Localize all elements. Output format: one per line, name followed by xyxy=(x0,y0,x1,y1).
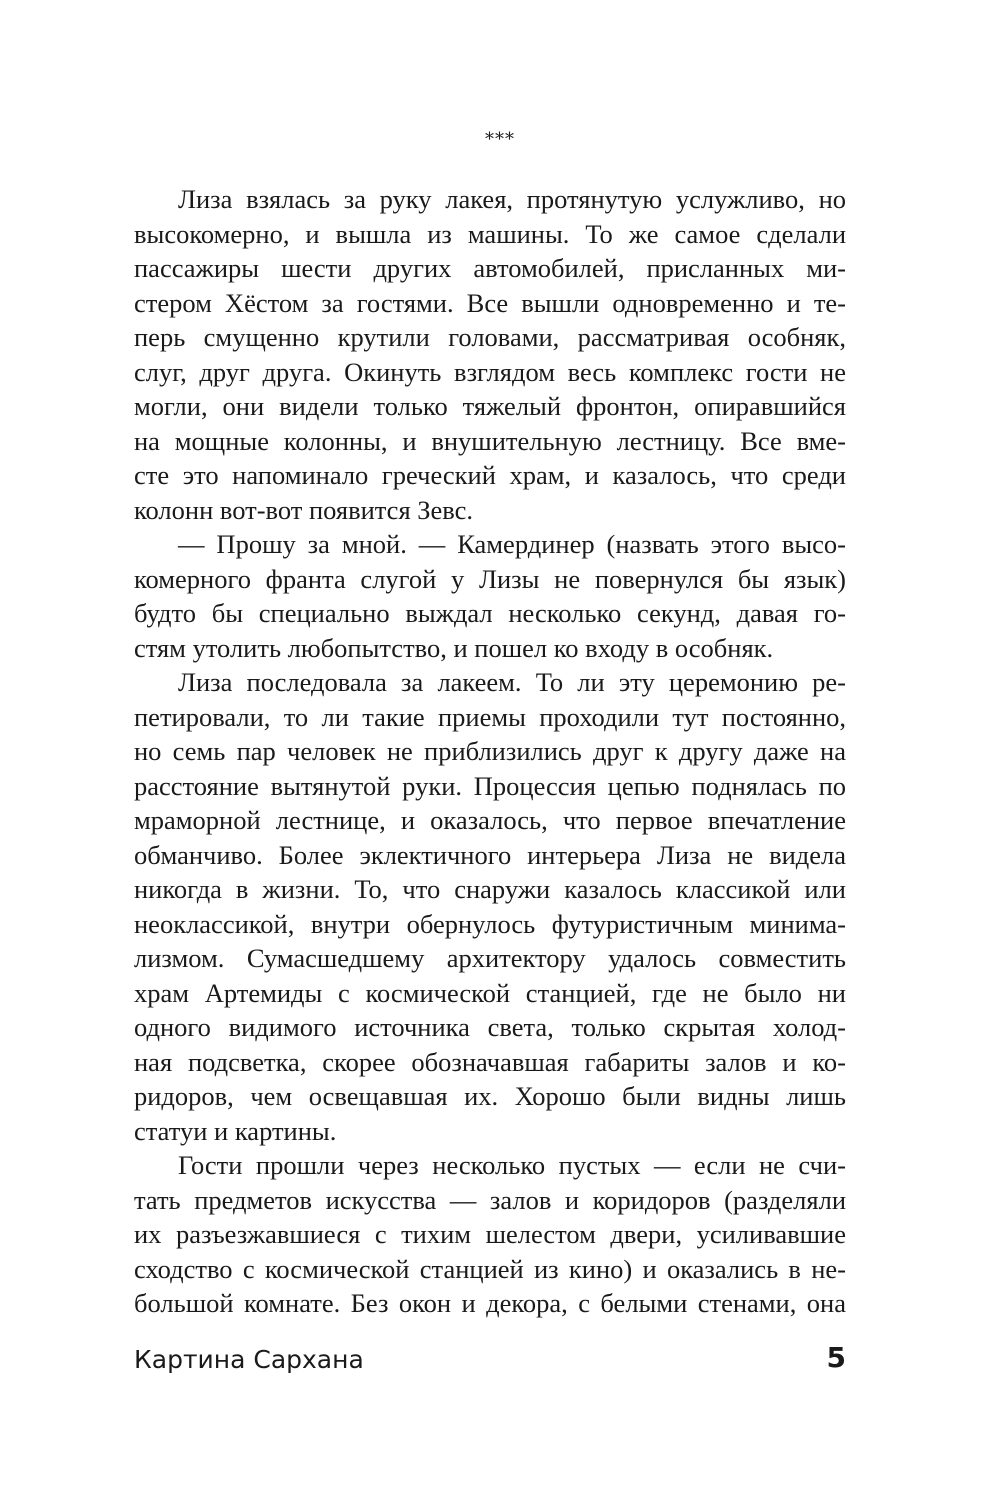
text-line: на мощные колонны, и внушительную лестницу. Все вме- xyxy=(134,425,846,456)
text-line: стером Хёстом за гостями. Все вышли одновременно и те- xyxy=(134,287,846,318)
text-line: обманчиво. Более эклектичного интерьера Лиза не видела xyxy=(134,839,846,870)
text-line: неоклассикой, внутри обернулось футуристичным минима- xyxy=(134,908,846,939)
running-footer-title: Картина Сархана xyxy=(134,1345,364,1374)
text-line: но семь пар человек не приблизились друг к другу даже на xyxy=(134,736,846,766)
paragraph xyxy=(134,182,846,527)
text-line: тать предметов искусства — залов и коридоров (разделяли xyxy=(134,1184,846,1215)
paragraph xyxy=(134,1148,846,1321)
text-line: слуг, друг друга. Окинуть взглядом весь комплекс гости не xyxy=(134,356,846,387)
text-line: статуи и картины. xyxy=(134,1115,337,1146)
text-line: мраморной лестнице, и оказалось, что первое впечатление xyxy=(134,805,846,835)
paragraph xyxy=(134,665,846,1148)
section-separator: *** xyxy=(485,129,515,150)
text-line: стям утолить любопытство, и пошел ко входу в особняк. xyxy=(134,632,774,663)
text-line: будто бы специально выждал несколько секунд, давая го- xyxy=(134,598,846,628)
text-line: Лиза взялась за руку лакея, протянутую услужливо, но xyxy=(178,184,846,214)
text-line: — Прошу за мной. — Камердинер (назвать этого высо- xyxy=(178,529,846,559)
text-line: колонн вот-вот появится Зевс. xyxy=(134,494,474,525)
text-line: Гости прошли через несколько пустых — если не счи- xyxy=(178,1150,846,1180)
text-line: высокомерно, и вышла из машины. То же самое сделали xyxy=(134,218,846,249)
page-number: 5 xyxy=(826,1341,846,1374)
text-line: комерного франта слугой у Лизы не повернулся бы язык) xyxy=(134,563,846,594)
text-line: пассажиры шести других автомобилей, присланных ми- xyxy=(134,253,846,283)
text-line: их разъезжавшиеся с тихим шелестом двери, усиливавшие xyxy=(134,1219,846,1249)
text-line: расстояние вытянутой руки. Процессия цепью поднялась по xyxy=(134,770,846,801)
text-line: большой комнате. Без окон и декора, с белыми стенами, она xyxy=(134,1288,846,1318)
text-line: петировали, то ли такие приемы проходили тут постоянно, xyxy=(134,701,846,732)
text-line: никогда в жизни. То, что снаружи казалось классикой или xyxy=(134,874,846,904)
paragraph xyxy=(134,527,846,665)
text-line: Лиза последовала за лакеем. То ли эту церемонию ре- xyxy=(178,667,846,697)
text-line: ная подсветка, скорее обозначавшая габариты залов и ко- xyxy=(134,1046,846,1077)
body-text xyxy=(134,182,846,1321)
text-line: храм Артемиды с космической станцией, где не было ни xyxy=(134,977,846,1008)
text-line: перь смущенно крутили головами, рассматривая особняк, xyxy=(134,322,846,352)
text-line: одного видимого источника света, только скрытая холод- xyxy=(134,1012,846,1042)
text-line: сте это напоминало греческий храм, и казалось, что среди xyxy=(134,460,846,490)
text-line: лизмом. Сумасшедшему архитектору удалось совместить xyxy=(134,943,846,973)
text-line: могли, они видели только тяжелый фронтон, опиравшийся xyxy=(134,391,846,421)
text-line: сходство с космической станцией из кино) и оказались в не- xyxy=(134,1253,846,1284)
text-line: ридоров, чем освещавшая их. Хорошо были видны лишь xyxy=(134,1081,846,1111)
